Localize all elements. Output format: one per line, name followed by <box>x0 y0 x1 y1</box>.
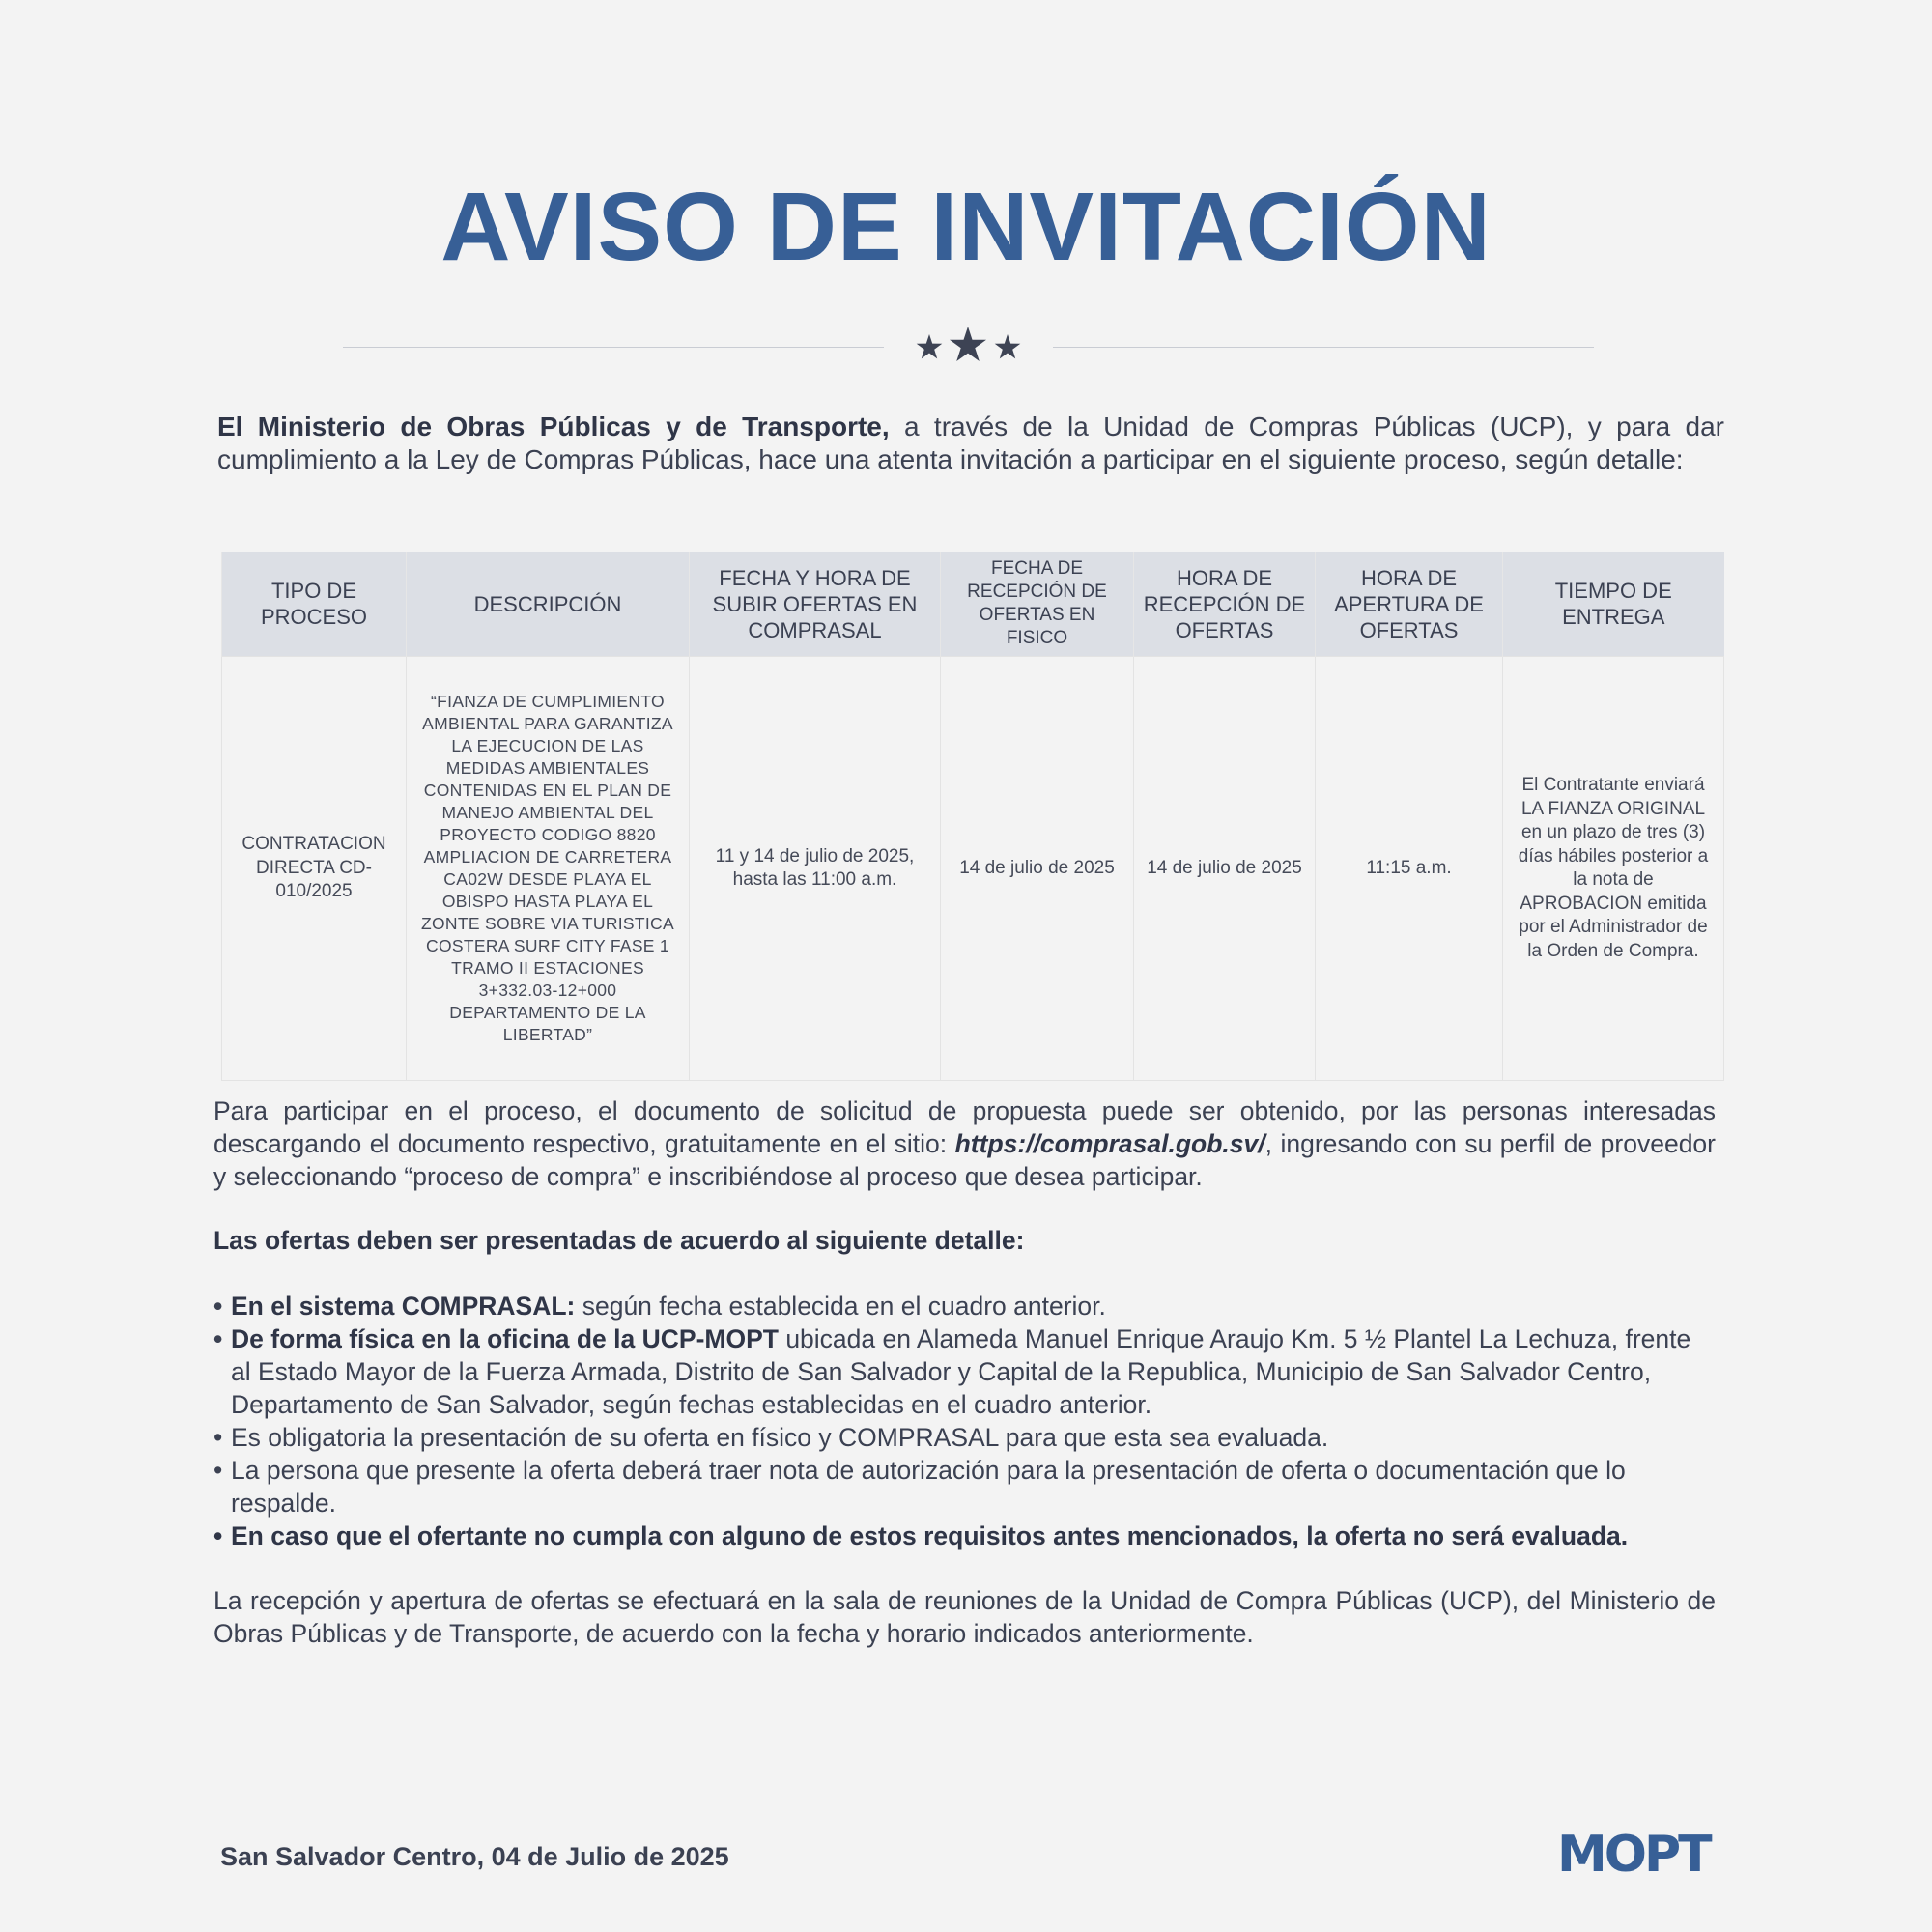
bullet-icon: • <box>213 1423 223 1452</box>
star-icon <box>917 334 943 358</box>
participation-text-after: , ingresando con su perfil de proveedor y seleccionando “proceso de compra” e inscribiéndose al proceso que desea participar. <box>213 1129 1716 1191</box>
requirements-list <box>213 1290 1716 1552</box>
divider-line-left <box>343 347 884 348</box>
comprasal-link[interactable]: https://comprasal.gob.sv/ <box>954 1129 1265 1158</box>
bullet-icon: • <box>213 1521 223 1550</box>
intro-paragraph <box>217 411 1724 476</box>
bullet-icon: • <box>213 1456 223 1485</box>
cell-fecha-subir-ofertas: 11 y 14 de julio de 2025, hasta las 11:00 a.m. <box>690 657 941 1081</box>
requirement-text: Es obligatoria la presentación de su oferta en físico y COMPRASAL para que esta sea evaluada. <box>231 1423 1329 1452</box>
requirement-bold: De forma física en la oficina de la UCP-MOPT <box>231 1324 779 1353</box>
title-divider <box>343 319 1594 377</box>
header-hora-apertura: HORA DE APERTURA DE OFERTAS <box>1316 552 1503 657</box>
divider-line-right <box>1053 347 1594 348</box>
reception-paragraph: La recepción y apertura de ofertas se efectuará en la sala de reuniones de la Unidad de Compra Públicas (UCP), del Ministerio de Obras Públicas y de Transporte, de acuerdo con la fecha y horario indicados anteriormente. <box>213 1586 1716 1648</box>
list-item <box>213 1421 1716 1454</box>
bullet-icon: • <box>213 1292 223 1321</box>
header-tiempo-entrega: TIEMPO DE ENTREGA <box>1503 552 1724 657</box>
table-row <box>222 657 1724 1081</box>
participation-paragraph <box>213 1094 1716 1193</box>
requirement-bold: En el sistema COMPRASAL: <box>231 1292 576 1321</box>
cell-fecha-recepcion-fisico: 14 de julio de 2025 <box>941 657 1134 1081</box>
list-item <box>213 1290 1716 1322</box>
cell-hora-apertura: 11:15 a.m. <box>1316 657 1503 1081</box>
header-fecha-subir-ofertas: FECHA Y HORA DE SUBIR OFERTAS EN COMPRASAL <box>690 552 941 657</box>
bullet-icon: • <box>213 1324 223 1353</box>
intro-bold: El Ministerio de Obras Públicas y de Transporte, <box>217 412 890 441</box>
process-table <box>221 552 1724 1081</box>
offers-heading: Las ofertas deben ser presentadas de acuerdo al siguiente detalle: <box>213 1226 1025 1255</box>
requirement-text: ubicada en Alameda Manuel Enrique Araujo Km. 5 ½ Plantel La Lechuza, frente al Estado Mayor de la Fuerza Armada, Distrito de San Salvador y Capital de la Republica, Municipio de San Salvador Centro, Departamento de San Salvador, según fechas establecidas en el cuadro anterior. <box>231 1324 1691 1419</box>
table-header-row <box>222 552 1724 657</box>
requirement-bold: En caso que el ofertante no cumpla con alguno de estos requisitos antes mencionados, la oferta no será evaluada. <box>231 1521 1629 1550</box>
cell-tiempo-entrega: El Contratante enviará LA FIANZA ORIGINAL en un plazo de tres (3) días hábiles posterior a la nota de APROBACION emitida por el Administrador de la Orden de Compra. <box>1503 657 1724 1081</box>
stars-icon <box>903 319 1034 377</box>
cell-descripcion: “FIANZA DE CUMPLIMIENTO AMBIENTAL PARA GARANTIZA LA EJECUCION DE LAS MEDIDAS AMBIENTALES CONTENIDAS EN EL PLAN DE MANEJO AMBIENTAL DEL PROYECTO CODIGO 8820 AMPLIACION DE CARRETERA CA02W DESDE PLAYA EL OBISPO HASTA PLAYA EL ZONTE SOBRE VIA TURISTICA COSTERA SURF CITY FASE 1 TRAMO II ESTACIONES 3+332.03-12+000 DEPARTAMENTO DE LA LIBERTAD” <box>407 657 690 1081</box>
star-icon <box>950 327 986 361</box>
list-item <box>213 1520 1716 1552</box>
cell-hora-recepcion: 14 de julio de 2025 <box>1134 657 1316 1081</box>
header-tipo-proceso: TIPO DE PROCESO <box>222 552 407 657</box>
list-item <box>213 1454 1716 1520</box>
header-fecha-recepcion-fisico: FECHA DE RECEPCIÓN DE OFERTAS EN FISICO <box>941 552 1134 657</box>
intro-text: a través de la Unidad de Compras Públicas (UCP), y para dar cumplimiento a la Ley de Compras Públicas, hace una atenta invitación a participar en el siguiente proceso, según detalle: <box>217 412 1724 474</box>
page-title: AVISO DE INVITACIÓN <box>440 173 1492 281</box>
requirement-text: según fecha establecida en el cuadro anterior. <box>575 1292 1106 1321</box>
requirement-text: La persona que presente la oferta deberá traer nota de autorización para la presentación de oferta o documentación que lo respalde. <box>231 1456 1626 1518</box>
participation-text-before: Para participar en el proceso, el documento de solicitud de propuesta puede ser obtenido, por las personas interesadas descargando el documento respectivo, gratuitamente en el sitio: <box>213 1096 1716 1158</box>
list-item <box>213 1322 1716 1421</box>
header-hora-recepcion: HORA DE RECEPCIÓN DE OFERTAS <box>1134 552 1316 657</box>
mopt-logo: MOPT <box>1557 1826 1710 1884</box>
cell-tipo-proceso: CONTRATACION DIRECTA CD-010/2025 <box>222 657 407 1081</box>
star-icon <box>995 334 1021 358</box>
footer-date: San Salvador Centro, 04 de Julio de 2025 <box>220 1842 729 1871</box>
header-descripcion: DESCRIPCIÓN <box>407 552 690 657</box>
